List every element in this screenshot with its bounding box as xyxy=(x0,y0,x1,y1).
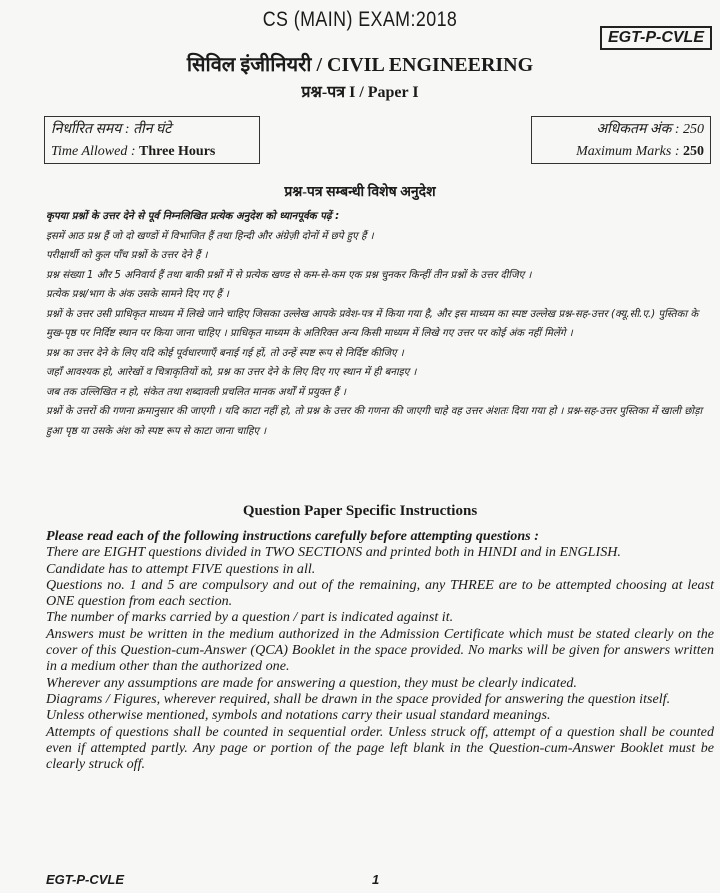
hindi-instructions-title: प्रश्न-पत्र सम्बन्धी विशेष अनुदेश xyxy=(284,185,436,200)
marks-hindi: अधिकतम अंक : 250 xyxy=(596,122,704,137)
subject-title: सिविल इंजीनियरी / CIVIL ENGINEERING xyxy=(186,54,534,76)
hindi-line: जब तक उल्लिखित न हो, संकेत तथा शब्दावली प्रचलित मानक अर्थों में प्रयुक्त हैं । xyxy=(46,386,346,398)
page-number: 1 xyxy=(372,872,380,887)
hindi-line: प्रश्न का उत्तर देने के लिए यदि कोई पूर्वधारणाएँ बनाई गई हों, तो उन्हें स्पष्ट रूप से निर्दिष्ट कीजिए । xyxy=(46,347,404,359)
marks-english: Maximum Marks : 250 xyxy=(576,144,704,159)
english-line: There are EIGHT questions divided in TWO SECTIONS and printed both in HINDI and in ENGLISH. xyxy=(46,544,621,561)
hindi-line: इसमें आठ प्रश्न हैं जो दो खण्डों में विभाजित हैं तथा हिन्दी और अंग्रेज़ी दोनों में छपे हुए हैं । xyxy=(46,230,374,242)
time-allowed-box xyxy=(44,116,260,164)
hindi-line: प्रश्न संख्या 1 और 5 अनिवार्य हैं तथा बाकी प्रश्नों में से प्रत्येक खण्ड से कम-से-कम एक प्रश्न चुनकर किन्हीं तीन प्रश्नों के उत्तर दीजिए । xyxy=(46,269,532,281)
english-line: Please read each of the following instructions carefully before attempting questions : xyxy=(46,528,539,544)
footer-code: EGT-P-CVLE xyxy=(46,872,125,887)
hindi-line: कृपया प्रश्नों के उत्तर देने से पूर्व निम्नलिखित प्रत्येक अनुदेश को ध्यानपूर्वक पढ़ें : xyxy=(46,211,340,222)
english-line: Candidate has to attempt FIVE questions in all. xyxy=(46,560,316,577)
hindi-instructions xyxy=(46,207,714,441)
english-line: The number of marks carried by a question / part is indicated against it. xyxy=(46,609,454,626)
time-english: Time Allowed : Three Hours xyxy=(51,144,216,159)
exam-heading: CS (MAIN) EXAM:2018 xyxy=(262,8,458,31)
paper-label: प्रश्न-पत्र I / Paper I xyxy=(301,84,419,101)
english-instructions xyxy=(46,528,714,772)
hindi-line: जहाँ आवश्यक हो, आरेखों व चित्राकृतियों को, प्रश्न का उत्तर देने के लिए दिए गए स्थान में ही बनाइए । xyxy=(46,367,417,378)
english-line: Diagrams / Figures, wherever required, shall be drawn in the space provided for answering the question itself. xyxy=(46,690,671,707)
english-line: Attempts of questions shall be counted in sequential order. Unless struck off, attempt of a question shall be counted even if attempted partly. Any page or portion of the page left blank in the Question-cum-Answer Booklet must be clearly struck off. xyxy=(46,723,714,773)
english-line: Wherever any assumptions are made for answering a question, they must be clearly indicated. xyxy=(46,674,577,691)
english-instructions-title: Question Paper Specific Instructions xyxy=(242,503,478,519)
hindi-line: प्रश्नों के उत्तर उसी प्राधिकृत माध्यम में लिखे जाने चाहिए जिसका उल्लेख आपके प्रवेश-पत्र में किया गया है, और इस माध्यम का स्पष्ट उल्लेख प्रश्न-सह-उत्तर (क्यू.सी.ए.) पुस्तिका के मुख-पृष्ठ पर निर्दिष्ट स्थान पर किया जाना चाहिए । प्राधिकृत माध्यम के अतिरिक्त अन्य किसी माध्यम में लिखे गए उत्तर पर कोई अंक नहीं मिलेंगे । xyxy=(46,308,699,339)
hindi-line: परीक्षार्थी को कुल पाँच प्रश्नों के उत्तर देने हैं । xyxy=(46,250,208,261)
english-line: Answers must be written in the medium authorized in the Admission Certificate which must be stated clearly on the cover of this Question-cum-Answer (QCA) Booklet in the space provided. No marks will be given for answers written in a medium other than the authorized one. xyxy=(46,625,714,675)
english-line: Unless otherwise mentioned, symbols and notations carry their usual standard meanings. xyxy=(46,707,551,724)
hindi-line: प्रत्येक प्रश्न/भाग के अंक उसके सामने दिए गए हैं । xyxy=(46,289,229,300)
maximum-marks-box xyxy=(531,116,711,164)
time-hindi: निर्धारित समय : तीन घंटे xyxy=(51,122,172,137)
english-line: Questions no. 1 and 5 are compulsory and out of the remaining, any THREE are to be attempted choosing at least ONE question from each section. xyxy=(46,576,714,610)
hindi-line: प्रश्नों के उत्तरों की गणना क्रमानुसार की जाएगी । यदि काटा नहीं हो, तो प्रश्न के उत्तर की गणना की जाएगी चाहे वह उत्तर अंशतः दिया गया हो । प्रश्न-सह-उत्तर पुस्तिका में खाली छोड़ा हुआ पृष्ठ या उसके अंश को स्पष्ट रूप से काटा जाना चाहिए । xyxy=(46,406,703,437)
paper-code-box: EGT-P-CVLE xyxy=(600,26,712,50)
